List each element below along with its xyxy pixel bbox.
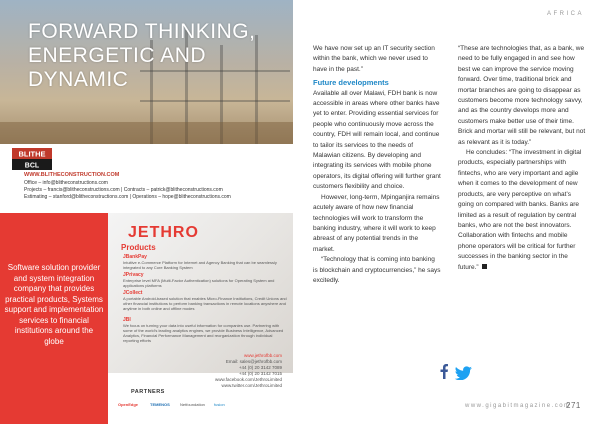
jethro-phone: +44 (0) 20 3142 7089 (238, 365, 282, 370)
jethro-website[interactable]: www.jethrofbb.com (243, 353, 282, 358)
partner-logo: TEMENOS (150, 402, 170, 407)
product-description: We focus on turning your data into useful information for companies use. Partnering with some of the world's leading analytics engines, we provide Business Intelligence, Advanced Analytics, Financial Performance Management and reorganization through individual reporting efforts (123, 323, 284, 343)
jethro-phone: +44 (0) 20 3142 7015 (238, 371, 282, 376)
construction-ad[interactable] (0, 0, 293, 205)
jethro-ad[interactable] (0, 213, 293, 424)
section-label: AFRICA (547, 11, 585, 17)
article-paragraph-final (458, 148, 586, 273)
product-name: JCollect (123, 290, 143, 296)
product-description: A portable Android-based solution that enables Micro-Finance Institutions, Credit Unions and other financial institutions to perform banking transactions in remote locations anywhere and anytime in both online and offline modes (123, 296, 287, 311)
construction-ad-contact: Office – info@blitheconstructions.com (24, 180, 108, 186)
blithe-logo (12, 148, 52, 170)
article-column-left (313, 44, 441, 286)
article-paragraph: However, long-term, Mpinganjira remains acutely aware of how new financial technologies will work to transform the banking industry, where it will work to keep abreast of any potential trends in the market. (313, 193, 440, 253)
product-description: Enterprise level MFA (Multi-Factor Authentication) solutions for Operating System and applications platforms (123, 278, 275, 288)
end-mark-icon (482, 264, 487, 269)
product-name: JBI (123, 317, 131, 323)
article-paragraph-text: He concludes: “The investment in digital products, especially partnerships with fintechs, who are very important and agile when it comes to the development of new products, are very perceptive on what’s going on compared with banks. Banks are limited as a result of regulation by central banks, who are not the best innovators. Collaboration with fintechs and mobile phone operators will be critical for further successes in the banking sector in the future.” (458, 149, 582, 271)
footer-url[interactable]: www.gigabitmagazine.com (465, 403, 571, 409)
article-paragraph: “Technology that is coming into banking is blockchain and cryptocurrencies,” he says excitedly. (313, 256, 441, 284)
jethro-ad-slogan: Software solution provider and system integration company that provides practical products, Systems support and implementation services to financial institutions around the globe (4, 263, 104, 346)
blithe-logo-text-top: BLITHE (18, 149, 46, 159)
product-name: JPrivacy (123, 272, 144, 278)
jethro-logo: JETHRO (128, 224, 199, 241)
product-description: Intuitive e-Commerce Platform for Internet and Agency Banking that can be seamlessly integrated to any Core Banking System (123, 260, 277, 270)
construction-ad-website[interactable]: WWW.BLITHECONSTRUCTION.COM (24, 172, 120, 178)
blithe-logo-text-bottom: BCL (24, 162, 40, 170)
construction-ad-contact: Estimating – stanford@blitheconstructions.com | Operations – hope@blitheconstructions.com (24, 194, 231, 200)
article-subheading: Future developments (313, 78, 389, 88)
article-paragraph: Available all over Malawi, FDH bank is now accessible in areas where other banks have yet to enter. Providing essential services for people who continuously move across the country, FDH will remain local, and continue to tailor its services to the needs of Malawian citizens. By developing and integrating its services with mobile phone operators, its digital offering will further grant customers flexibility and choice. (313, 89, 441, 191)
facebook-icon[interactable] (441, 364, 449, 379)
jethro-twitter[interactable]: www.twitter.com/JethroLimited (221, 383, 282, 388)
jethro-facebook[interactable]: www.facebook.com/JethroLimited (214, 377, 282, 382)
article-paragraph: “These are technologies that, as a bank, we need to be fully engaged in and see how best we can improve the service moving forward. Over time, traditional brick and mortar branches are going to disappear as customers become more technology savvy, and as the country develops more and customers make better use of their time. Brick and mortar will still be relevant, but not as relevant as it is today.” (458, 45, 586, 146)
jethro-email[interactable]: Email: sales@jethrofbb.com (225, 359, 282, 364)
jethro-products-heading: Products (121, 243, 156, 252)
article-paragraph: We have now set up an IT security section within the bank, which we never used to have in the past.” (313, 45, 435, 73)
product-name: JBankPay (123, 254, 147, 260)
partners-label: PARTNERS (131, 389, 165, 395)
partner-logo: Netfoundation (180, 402, 205, 407)
partner-logo: OpenEdge (118, 402, 139, 407)
page-number: 271 (566, 401, 581, 410)
construction-ad-contact: Projects – francis@blitheconstructions.com | Contracts – patrick@blitheconstructions.com (24, 187, 223, 193)
partner-logo: fusion (214, 402, 225, 407)
construction-ad-headline: FORWARD THINKING, ENERGETIC AND DYNAMIC (28, 20, 256, 91)
social-icons (434, 362, 474, 380)
twitter-icon[interactable] (455, 366, 472, 380)
article-column-right (458, 44, 586, 273)
